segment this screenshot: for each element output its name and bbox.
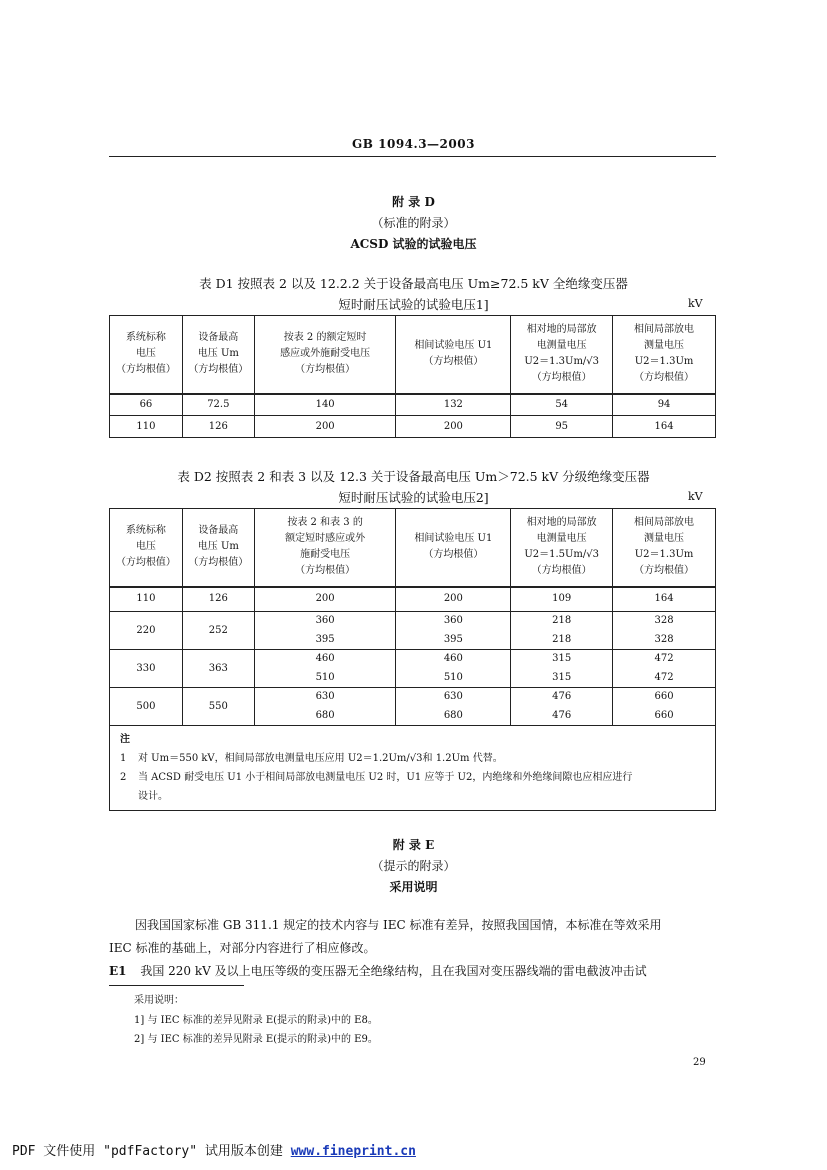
table-cell: 630	[254, 688, 396, 707]
notes-label: 注	[120, 734, 130, 745]
e1-text: 我国 220 kV 及以上电压等级的变压器无全绝缘结构，且在我国对变压器线端的雷电截波冲击试	[140, 964, 647, 978]
footnote-1: 1] 与 IEC 标准的差异见附录 E(提示的附录)中的 E8。	[134, 1015, 378, 1026]
table-d1-header-line: 电测量电压	[536, 340, 587, 352]
table-d1-header-line: （方均根值）	[423, 356, 484, 368]
table-cell: 200	[254, 416, 396, 438]
table-cell: 110	[110, 416, 183, 438]
note-item	[120, 787, 705, 806]
footer-link[interactable]: www.fineprint.cn	[290, 1144, 416, 1159]
table-cell: 140	[254, 394, 396, 416]
table-cell: 315	[511, 650, 613, 669]
table-cell: 510	[254, 669, 396, 688]
table-d2-header-cell	[511, 509, 613, 587]
e1-label: E1	[109, 964, 127, 978]
table-d2-header-cell	[110, 509, 183, 587]
table-row	[110, 587, 716, 612]
table-d2-header-line: 电测量电压	[536, 533, 587, 545]
table-cell: 95	[511, 416, 613, 438]
table-d1-caption-line1: 表 D1 按照表 2 以及 12.2.2 关于设备最高电压 Um≥72.5 kV 全绝缘变压器	[199, 276, 628, 291]
table-d2-header-line: 相间试验电压 U1	[414, 533, 493, 545]
table-d2-header-line: 设备最高	[198, 525, 239, 537]
table-d2-header-line: （方均根值）	[423, 549, 484, 561]
table-d2-notes-row	[110, 726, 716, 811]
table-d2-header-line: （方均根值）	[531, 565, 592, 577]
appendix-e-e1	[109, 960, 729, 983]
table-d2-header-cell	[182, 509, 254, 587]
table-d1-header-line: 设备最高	[198, 332, 239, 344]
table-d2-header-line: 相对地的局部放	[526, 517, 597, 529]
table-cell: 660	[613, 688, 716, 707]
table-cell: 164	[613, 416, 716, 438]
table-d1-header-cell	[110, 316, 183, 394]
table-d1-caption-line2: 短时耐压试验的试验电压1]	[338, 297, 489, 312]
table-d1-header-cell	[254, 316, 396, 394]
table-d1-header-cell	[613, 316, 716, 394]
table-cell: 460	[396, 650, 511, 669]
table-cell: 200	[254, 587, 396, 612]
table-row	[110, 394, 716, 416]
table-d2-header-line: 系统标称	[125, 525, 166, 537]
table-d1-header-line: U2＝1.3Um/√3	[524, 356, 600, 368]
table-d1-header-line: 电压 Um	[197, 348, 239, 360]
table-cell: 476	[511, 707, 613, 726]
table-cell: 630	[396, 688, 511, 707]
appendix-e-subtitle: （提示的附录）	[371, 859, 456, 873]
table-cell: 126	[182, 587, 254, 612]
note-number: 2	[120, 772, 127, 783]
table-cell: 476	[511, 688, 613, 707]
table-row	[110, 416, 716, 438]
table-d1-header-line: 电压	[135, 348, 156, 360]
note-item	[120, 768, 705, 787]
table-d1-header-line: 测量电压	[644, 340, 685, 352]
note-number: 1	[120, 753, 127, 764]
table-cell: 252	[182, 612, 254, 650]
table-d2-header-line: （方均根值）	[115, 557, 176, 569]
table-d1-header-line: 相间局部放电	[634, 324, 695, 336]
table-cell: 510	[396, 669, 511, 688]
table-cell: 680	[396, 707, 511, 726]
appendix-d-heading: ACSD 试验的试验电压	[350, 237, 477, 251]
table-d2-notes	[110, 726, 716, 811]
table-cell: 54	[511, 394, 613, 416]
table-cell: 220	[110, 612, 183, 650]
table-d1-header-line: 相对地的局部放	[526, 324, 597, 336]
table-cell: 500	[110, 688, 183, 726]
table-d1	[109, 315, 716, 438]
table-d1-header-cell	[396, 316, 511, 394]
table-d1-header-cell	[511, 316, 613, 394]
table-cell: 218	[511, 631, 613, 650]
note-text: 对 Um＝550 kV，相间局部放电测量电压应用 U2＝1.2Um/√3和 1.2Um 代替。	[138, 753, 503, 764]
table-d2-header-line: 相间局部放电	[634, 517, 695, 529]
table-d1-header-line: U2＝1.3Um	[634, 356, 694, 368]
table-d1-header-line: （方均根值）	[115, 364, 176, 376]
footnotes-title: 采用说明：	[134, 995, 184, 1006]
table-d1-header-line: （方均根值）	[295, 364, 356, 376]
table-cell: 315	[511, 669, 613, 688]
table-cell: 395	[254, 631, 396, 650]
table-cell: 395	[396, 631, 511, 650]
table-cell: 132	[396, 394, 511, 416]
footnote-rule	[109, 985, 244, 986]
header-rule	[109, 156, 716, 157]
table-cell: 360	[254, 612, 396, 631]
table-d2-header-line: 额定短时感应或外	[285, 533, 366, 545]
table-d2-header-cell	[254, 509, 396, 587]
table-d2-header-line: 施耐受电压	[300, 549, 351, 561]
table-cell: 164	[613, 587, 716, 612]
appendix-d-subtitle: （标准的附录）	[371, 216, 456, 230]
table-d2-header-line: （方均根值）	[188, 557, 249, 569]
note-text: 当 ACSD 耐受电压 U1 小于相间局部放电测量电压 U2 时，U1 应等于 U2，内绝缘和外绝缘间隙也应相应进行	[138, 772, 633, 783]
table-cell: 550	[182, 688, 254, 726]
note-text: 设计。	[138, 791, 168, 802]
table-cell: 360	[396, 612, 511, 631]
table-cell: 363	[182, 650, 254, 688]
table-row	[110, 612, 716, 631]
table-cell: 460	[254, 650, 396, 669]
table-d1-header-row	[110, 316, 716, 394]
table-d1-header-line: 系统标称	[125, 332, 166, 344]
table-cell: 330	[110, 650, 183, 688]
table-d1-header-line: 按表 2 的额定短时	[283, 332, 367, 344]
table-d2-header-line: U2＝1.5Um/√3	[524, 549, 600, 561]
appendix-d-title: 附 录 D	[392, 195, 435, 209]
table-d1-header-line: （方均根值）	[634, 372, 695, 384]
table-cell: 200	[396, 587, 511, 612]
appendix-e-para-line1: 因我国国家标准 GB 311.1 规定的技术内容与 IEC 标准有差异，按照我国国情，本标准在等效采用	[135, 918, 662, 932]
appendix-e-title: 附 录 E	[392, 838, 435, 852]
table-d2-caption-line2: 短时耐压试验的试验电压2]	[338, 490, 489, 505]
table-d1-header-line: （方均根值）	[531, 372, 592, 384]
table-cell: 66	[110, 394, 183, 416]
table-d1-header-line: 相间试验电压 U1	[414, 340, 493, 352]
table-cell: 472	[613, 669, 716, 688]
table-cell: 680	[254, 707, 396, 726]
table-d2-unit: kV	[688, 490, 703, 503]
table-cell: 472	[613, 650, 716, 669]
table-cell: 660	[613, 707, 716, 726]
footnote-2: 2] 与 IEC 标准的差异见附录 E(提示的附录)中的 E9。	[134, 1034, 378, 1045]
table-cell: 126	[182, 416, 254, 438]
table-d1-unit: kV	[688, 297, 703, 310]
table-d1-header-line: 感应或外施耐受电压	[280, 348, 371, 360]
table-d2	[109, 508, 716, 811]
table-cell: 72.5	[182, 394, 254, 416]
table-cell: 218	[511, 612, 613, 631]
appendix-e-para-line2: IEC 标准的基础上，对部分内容进行了相应修改。	[109, 941, 376, 955]
table-d2-header-line: 按表 2 和表 3 的	[287, 517, 363, 529]
pdf-footer	[12, 1140, 416, 1159]
table-d2-header-cell	[613, 509, 716, 587]
table-d2-header-line: （方均根值）	[634, 565, 695, 577]
table-d2-header-line: 电压	[135, 541, 156, 553]
note-item	[120, 749, 705, 768]
header-code: GB 1094.3—2003	[352, 137, 475, 151]
table-cell: 328	[613, 631, 716, 650]
table-row	[110, 650, 716, 669]
table-cell: 328	[613, 612, 716, 631]
table-d1-header-line: （方均根值）	[188, 364, 249, 376]
table-d2-header-cell	[396, 509, 511, 587]
table-row	[110, 688, 716, 707]
table-d1-header-cell	[182, 316, 254, 394]
table-cell: 94	[613, 394, 716, 416]
table-cell: 110	[110, 587, 183, 612]
table-d2-caption-line1: 表 D2 按照表 2 和表 3 以及 12.3 关于设备最高电压 Um＞72.5 kV 分级绝缘变压器	[177, 469, 650, 484]
table-cell: 109	[511, 587, 613, 612]
footer-prefix: PDF 文件使用 "pdfFactory" 试用版本创建	[12, 1144, 291, 1159]
table-d2-header-line: 电压 Um	[197, 541, 239, 553]
table-d2-header-line: U2＝1.3Um	[634, 549, 694, 561]
table-cell: 200	[396, 416, 511, 438]
page-number: 29	[693, 1057, 706, 1068]
table-d2-header-row	[110, 509, 716, 587]
table-d2-header-line: （方均根值）	[295, 565, 356, 577]
table-d2-header-line: 测量电压	[644, 533, 685, 545]
appendix-e-heading: 采用说明	[389, 880, 438, 894]
